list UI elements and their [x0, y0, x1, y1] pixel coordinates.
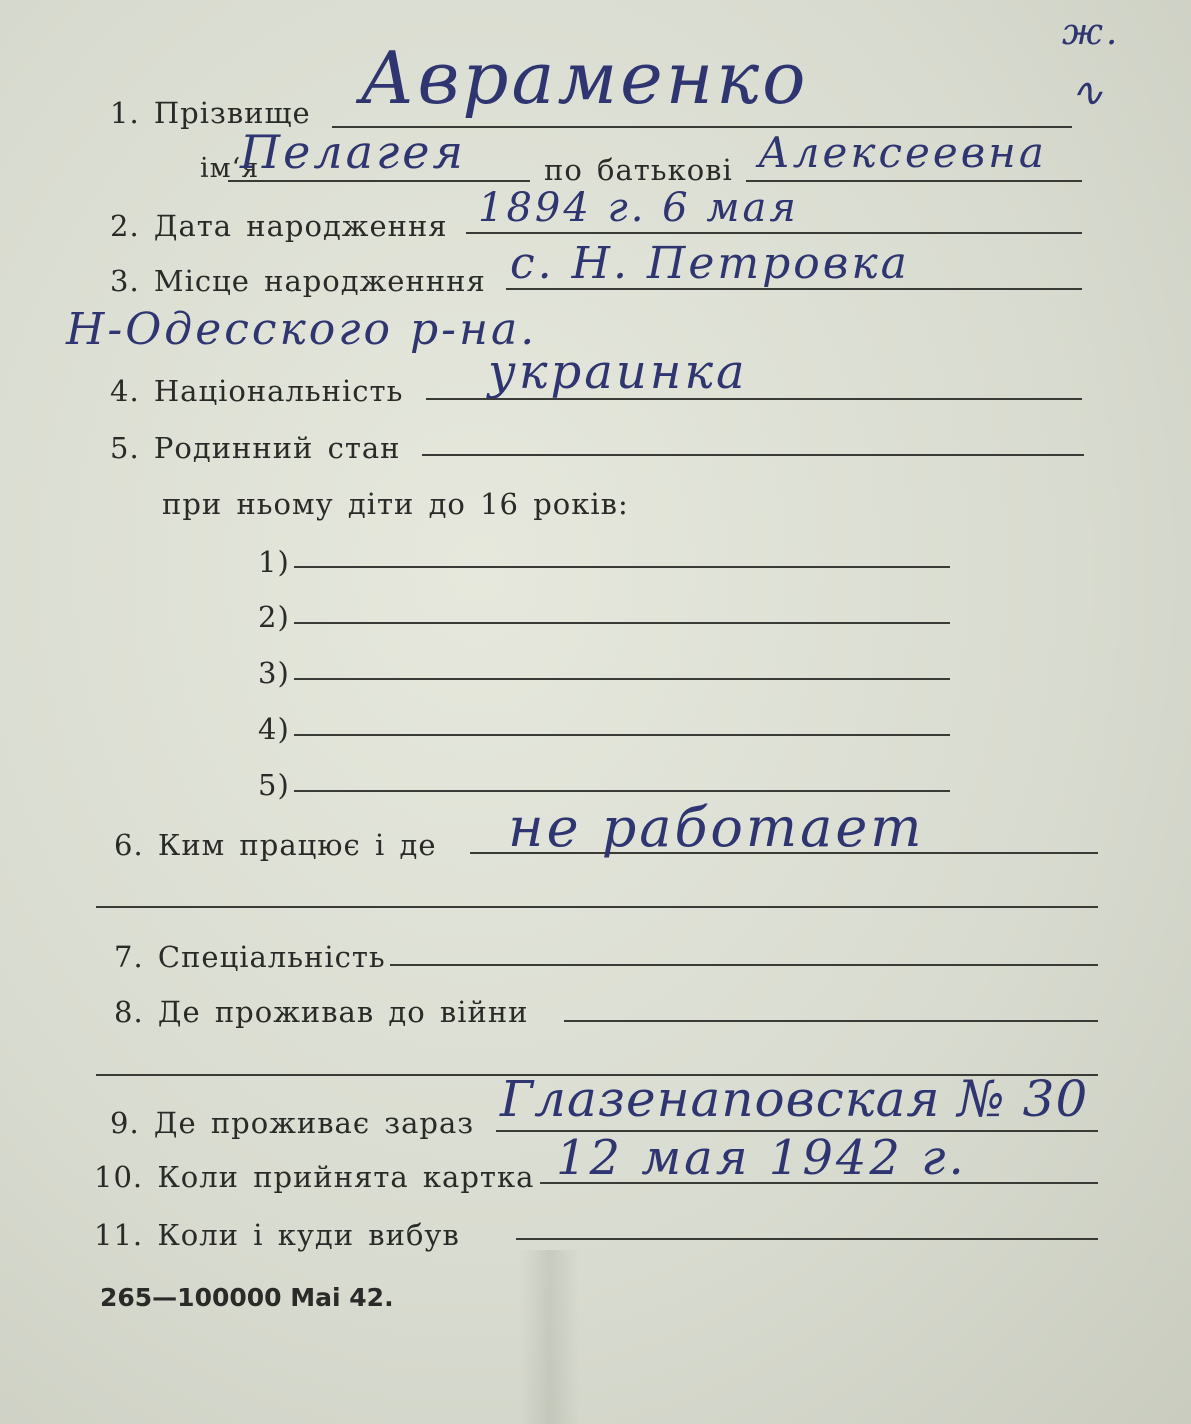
children-label: при ньому діти до 16 років: [162, 487, 629, 521]
prewar-residence-label: 8. Де проживав до війни [114, 995, 529, 1029]
nationality-value: украинка [488, 344, 748, 400]
birth-date-label: 2. Дата народження [110, 209, 448, 243]
birth-date-value: 1894 г. 6 мая [478, 185, 799, 231]
child-5-line [294, 790, 950, 792]
child-4-line [294, 734, 950, 736]
surname-value: Авраменко [360, 36, 809, 120]
prewar-residence-line-1 [564, 1020, 1098, 1022]
patronymic-label: по батькові [544, 153, 733, 187]
child-1-number: 1) [258, 545, 290, 579]
birth-place-value-1: с. Н. Петровка [510, 238, 910, 289]
child-2-line [294, 622, 950, 624]
corner-mark: ж. [1062, 12, 1121, 53]
occupation-line-2 [96, 906, 1098, 908]
first-name-line [228, 180, 530, 182]
current-residence-value: Глазенаповская № 30 [500, 1070, 1089, 1128]
print-code: 265—100000 Mai 42. [100, 1283, 394, 1312]
surname-label: 1. Прізвище [110, 96, 311, 130]
birth-date-line [466, 232, 1082, 234]
child-3-line [294, 678, 950, 680]
birth-place-label: 3. Місце народженння [110, 264, 486, 298]
paper-crease [520, 1250, 580, 1424]
occupation-label: 6. Ким працює і де [114, 828, 437, 862]
departure-label: 11. Коли і куди вибув [94, 1218, 460, 1252]
current-residence-label: 9. Де проживає зараз [110, 1106, 475, 1140]
birth-place-value-2: Н-Одесского р-на. [66, 304, 538, 355]
child-3-number: 3) [258, 656, 290, 690]
specialty-line [390, 964, 1098, 966]
patronymic-line [746, 180, 1082, 182]
card-accepted-label: 10. Коли прийнята картка [94, 1160, 535, 1194]
family-status-label: 5. Родинний стан [110, 431, 401, 465]
patronymic-value: Алексеевна [758, 128, 1047, 177]
ink-scribble: ∿ [1070, 70, 1107, 116]
departure-line [516, 1238, 1098, 1240]
child-4-number: 4) [258, 712, 290, 746]
child-1-line [294, 566, 950, 568]
family-status-line [422, 454, 1084, 456]
nationality-label: 4. Національність [110, 374, 404, 408]
child-5-number: 5) [258, 768, 290, 802]
specialty-label: 7. Спеціальність [114, 940, 386, 974]
first-name-value: Пелагея [240, 125, 466, 179]
occupation-value: не работает [508, 796, 925, 859]
card-accepted-value: 12 мая 1942 г. [556, 1130, 967, 1186]
child-2-number: 2) [258, 600, 290, 634]
first-name-label: ім‘я [200, 153, 260, 184]
